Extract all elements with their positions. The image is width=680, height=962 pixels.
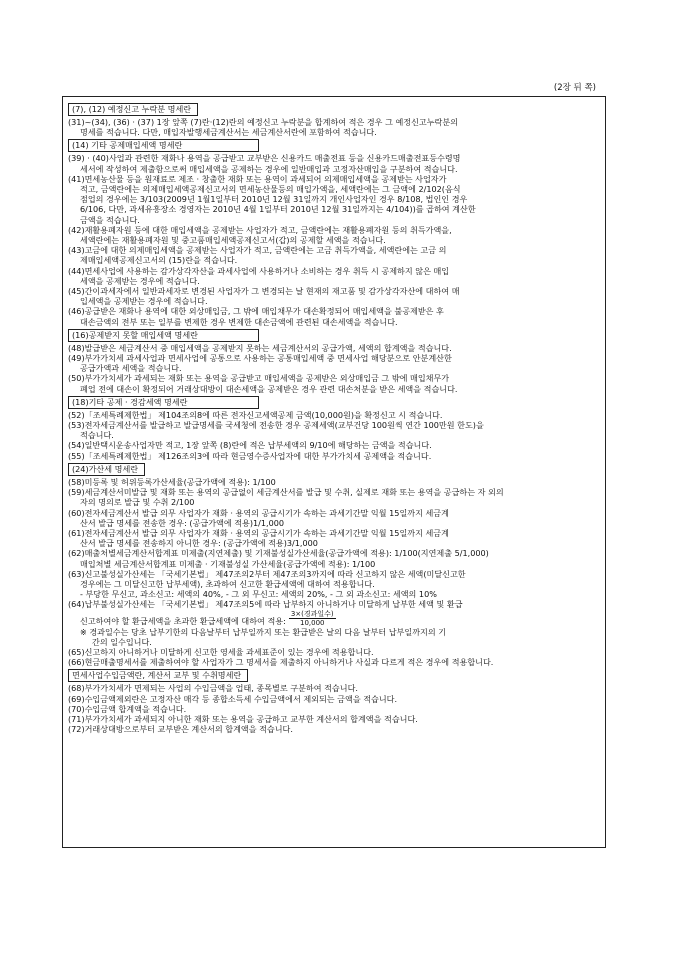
text-line: (39) · (40)사업과 관련한 재화나 용역을 공급받고 교부받은 신용카드 매출전표 등을 신용카드매출전표등수령명 [68, 153, 461, 164]
text-line: 세액을 공제받는 경우에 적습니다. [80, 275, 200, 286]
text-line: 6/106, 다만, 과세유흥장소 경영자는 2010년 4월 1일부터 2010년 12월 31일까지는 4/104))를 곱하여 계산한 [80, 204, 476, 215]
text-line: (72)거래상대방으로부터 교부받은 계산서의 합계액을 적습니다. [68, 724, 293, 735]
section-tax-exempt-revenue [68, 667, 600, 734]
text-line: 공급가액과 세액을 적습니다. [80, 363, 182, 374]
text-line: 폐업 전에 대손이 확정되어 거래상대방이 대손세액을 공제받은 경우 관련 대손처분을 받은 세액을 적습니다. [80, 383, 458, 394]
section-header: 면세사업수입금액란, 계산서 교부 및 수취명세란 [68, 669, 248, 682]
text-line: (43)고금에 대한 의제매입세액을 공제받는 사업자가 적고, 금액란에는 고금 취득가액을, 세액란에는 고금 의 [68, 245, 447, 256]
text-line: (44)면세사업에 사용하는 감가상각자산을 과세사업에 사용하거나 소비하는 경우 취득 시 공제하지 않은 매입 [68, 265, 450, 276]
text-line: 자의 명의로 발급 및 수취 2/100 [80, 497, 195, 508]
text-line: 세액란에는 재활용폐자원 및 중고품매입세액공제신고서(갑)의 공제할 세액을 적습니다. [80, 235, 386, 246]
section-non-deductible-input-tax [68, 327, 600, 394]
text-line: (59)세금계산서미발급 및 재화 또는 용역의 공급없이 세금계산서를 발급 및 수취, 실제로 재화 또는 용역을 공급하는 자 외의 [68, 487, 504, 498]
text-line: 대손금액의 전부 또는 일부를 변제한 경우 변제한 대손금액에 관련된 대손세액을 적습니다. [80, 316, 398, 327]
text-line: 경우에는 그 미달신고한 납부세액), 초과하여 신고한 환급세액에 대하여 적용합니다. [80, 578, 375, 589]
text-line: (42)재활용폐자원 등에 대한 매입세액을 공제받는 사업자가 적고, 금액란에는 재활용폐자원 등의 취득가액을, [68, 224, 452, 235]
section-penalty-tax [68, 461, 600, 667]
text-line: (55)「조세특례제한법」 제126조의3에 따라 현금영수증사업자에 대한 부가가치세 공제액을 적습니다. [68, 450, 432, 461]
instructions-frame [62, 96, 606, 848]
text-line: 금액을 적습니다. [80, 214, 140, 225]
text-line: (31)~(34), (36) · (37) 1장 앞쪽 (7)란·(12)란의 예정신고 누락분을 합계하여 적은 경우 그 예정신고누락분의 [68, 117, 459, 127]
text-line: 세서에 작성하여 제출함으로써 매입세액을 공제하는 경우에 일반매입과 고정자산매입을 구분하여 적습니다. [80, 163, 458, 174]
text-line: 입세액을 공제받는 경우에 적습니다. [80, 296, 208, 307]
text-line: (70)수입금액 합계액을 적습니다. [68, 703, 187, 714]
text-line: 적습니다. [80, 430, 114, 441]
formula-prefix: 신고하여야 할 환급세액을 초과한 환급세액에 대하여 적용: [80, 616, 286, 627]
text-line: (46)공급받은 재화나 용역에 대한 외상매입금, 그 밖에 매입채무가 대손확정되어 매입세액을 불공제받은 후 [68, 306, 444, 317]
section-header: (18)기타 공제 · 경감세액 명세란 [68, 396, 259, 409]
text-line: 산서 발급 명세를 전송한 경우: (공급가액에 적용)1/1,000 [80, 517, 285, 528]
section-header: (24)가산세 명세란 [68, 463, 145, 476]
text-line: 명세를 적습니다. 다만, 매입자발행세금계산서는 세금계산서란에 포함하여 적습니다. [80, 127, 377, 138]
text-line: (68)부가가치세가 면제되는 사업의 수입금액을 업태, 종목별로 구분하여 적습니다. [68, 683, 358, 694]
text-line: 점업의 경우에는 3/103(2009년 1월1일부터 2010년 12월 31일까지 개인사업자인 경우 8/108, 법인인 경우 [80, 194, 468, 205]
text-line: (45)간이과세자에서 일반과세자로 변경된 사업자가 그 변경되는 날 현재의 재고품 및 감가상각자산에 대하여 매 [68, 286, 460, 297]
text-line: (63)신고불성실가산세는 「국세기본법」 제47조의2부터 제47조의3까지에 따라 신고하지 않은 세액(미달신고한 [68, 568, 466, 579]
text-line: (65)신고하지 아니하거나 미달하게 신고한 영세율 과세표준이 있는 경우에 적용합니다. [68, 646, 374, 657]
section-header: (16)공제받지 못할 매입세액 명세란 [68, 329, 259, 342]
text-line: - 부당한 무신고, 과소신고: 세액의 40%, - 그 외 무신고: 세액의 20%, - 그 외 과소신고: 세액의 10% [80, 589, 437, 600]
section-header: (7), (12) 예정신고 누락분 명세란 [68, 103, 198, 116]
text-line: (69)수입금액제외란은 고정자산 매각 등 종합소득세 수입금액에서 제외되는 금액을 적습니다. [68, 693, 398, 704]
text-line: (58)미등록 및 허위등록가산세율(공급가액에 적용): 1/100 [68, 476, 276, 487]
text-line: (64)납부불성실가산세는 「국세기본법」 제47조의5에 따라 납부하지 아니하거나 미달하게 납부한 세액 및 환급 [68, 599, 463, 610]
text-line: (48)발급받은 세금계산서 중 매입세액을 공제받지 못하는 세금계산서의 공급가액, 세액의 합계액을 적습니다. [68, 342, 452, 353]
section-header: (14) 기타 공제매입세액 명세란 [68, 139, 259, 152]
fraction [289, 610, 336, 627]
text-line: 매입처별 세금계산서합계표 미제출 · 기재불성실 가산세율(공급가액에 적용): 1/100 [80, 558, 376, 569]
text-line: (49)부가가치세 과세사업과 면세사업에 공통으로 사용하는 공통매입세액 중 면세사업 해당분으로 안분계산한 [68, 353, 452, 364]
text-line: (50)부가가치세가 과세되는 재화 또는 용역을 공급받고 매입세액을 공제받은 외상매입금 그 밖에 매입채무가 [68, 373, 450, 384]
text-line: (53)전자세금계산서를 발급하고 발급명세를 국세청에 전송한 경우 공제세액(교부건당 100원씩 연간 100만원 한도)을 [68, 420, 484, 431]
text-line: (61)전자세금계산서 발급 의무 사업자가 재화 · 용역의 공급시기가 속하는 과세기간말 익월 15일까지 세금계 [68, 527, 449, 538]
text-line: (54)일반택시운송사업자만 적고, 1장 앞쪽 (8)란에 적은 납부세액의 9/10에 해당하는 금액을 적습니다. [68, 440, 432, 451]
formula-line [68, 610, 600, 627]
text-line: 제매입세액공제신고서의 (15)란을 적습니다. [80, 255, 238, 266]
page-continuation-note: (2장 뒤 쪽) [553, 83, 596, 93]
text-line: (71)부가가치세가 과세되지 아니한 재화 또는 용역을 공급하고 교부한 계산서의 합계액을 적습니다. [68, 713, 418, 724]
section-other-deductible-input-tax [68, 137, 600, 326]
text-line: 산서 발급 명세를 전송하지 아니한 경우: (공급가액에 적용)3/1,000 [80, 538, 318, 549]
section-estimated-omission [68, 101, 600, 137]
text-line: ※ 경과일수는 당초 납부기한의 다음날부터 납부일까지 또는 환급받은 날의 다음 날부터 납부일까지의 기 [80, 626, 447, 637]
fraction-numerator: 3×(경과일수) [290, 609, 334, 618]
text-line: 적고, 금액란에는 의제매입세액공제신고서의 면세농산물등의 매입가액을, 세액란에는 그 금액에 2/102(음식 [80, 184, 461, 195]
text-line: 간의 일수입니다. [92, 636, 152, 647]
text-line: (41)면세농산물 등을 원재료로 제조 · 창출한 재화 또는 용역이 과세되어 의제매입세액을 공제받는 사업자가 [68, 173, 447, 184]
text-line: (60)전자세금계산서 발급 의무 사업자가 재화 · 용역의 공급시기가 속하는 과세기간말 익월 15일까지 세금계 [68, 507, 449, 518]
fraction-denominator: 10,000 [299, 618, 325, 627]
section-other-credits [68, 394, 600, 461]
text-line: (62)매출처별세금계산서합계표 미제출(지연제출) 및 기재불성실가산세율(공급가액에 적용): 1/100(지연제출 5/1,000) [68, 548, 489, 559]
text-line: (52)「조세특례제한법」 제104조의8에 따른 전자신고세액공제 금액(10,000원)을 확정신고 시 적습니다. [68, 409, 443, 420]
text-line: (66)현금매출명세서를 제출하여야 할 사업자가 그 명세서를 제출하지 아니하거나 사실과 다르게 적은 경우에 적용합니다. [68, 657, 494, 668]
